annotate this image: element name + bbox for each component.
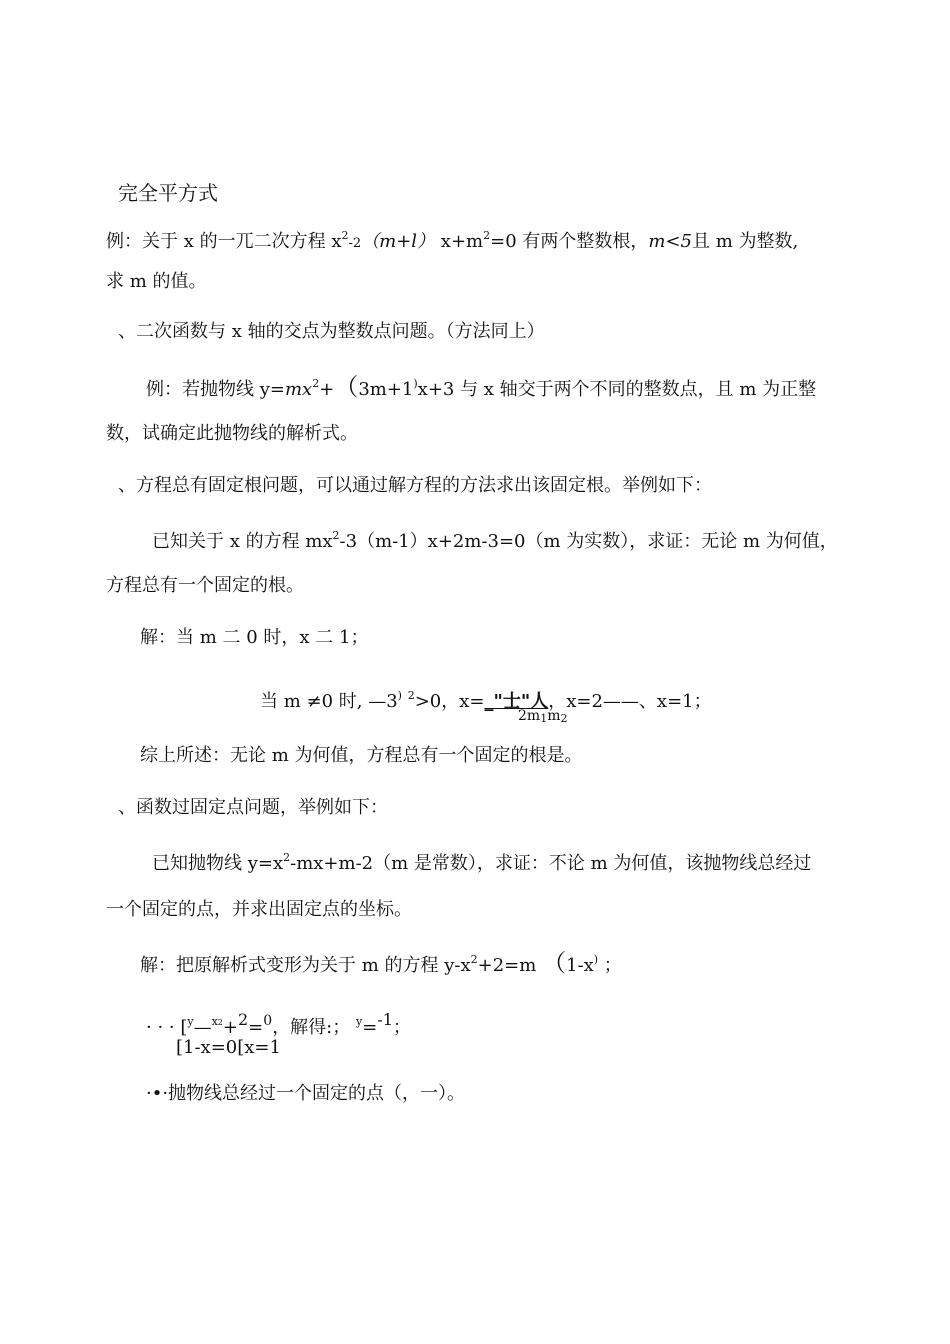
- section-4-heading: 、函数过固定点问题，举例如下：: [118, 797, 388, 818]
- example-3-line-1: 已知关于 x 的方程 $mx^2-3(m-1)x+2m-3=0(m$ 为实数），求证：无论 m 为何值，: [152, 529, 838, 552]
- solution-4-line-1: 解：把原解析式变形为关于 m 的方程 $y-x^2+2=m$ （1-x) ；: [140, 949, 622, 977]
- solution-4-final: ·•·抛物线总经过一个固定的点（，一）。: [146, 1083, 466, 1104]
- example-2-line-2: 数，试确定此抛物线的解析式。: [106, 423, 358, 444]
- example-1-line-1: 例：关于 x 的一兀二次方程 $x^2-2(m+l)$ $x+m^2=0$ 有两个整数根，m<5且 m 为整数,: [106, 229, 799, 252]
- solution-3-line-1: 解：当 m 二 0 时，x 二 1；: [140, 627, 369, 648]
- solution-4-system-line-1: · · · [$^y$—$^{x2}$+2=$^0$，解得:； $^y$=-1；: [146, 1010, 411, 1038]
- example-4-line-1: 已知抛物线 $y=x^2-mx+m-2(m$ 是常数），求证：不论 m 为何值，该抛物线总经过: [152, 851, 812, 874]
- example-2-line-1: 例：若抛物线 $y=mx^2+(3m+1^)x+3$ 与 x 轴交于两个不同的整数点，且 m 为正整: [146, 373, 817, 401]
- section-2-heading: 、二次函数与 x 轴的交点为整数点问题。（方法同上）: [118, 321, 545, 342]
- partial-heading: 完全平方式: [118, 181, 218, 202]
- solution-3-denominator: 2m1m2: [518, 708, 568, 725]
- example-3-line-2: 方程总有一个固定的根。: [106, 575, 304, 596]
- solution-3-line-2: 当 m ≠0 时, —3) $^2$>0，x=_"士"人，x=2——、x=1；: [260, 689, 712, 712]
- conclusion-3: 综上所述：无论 m 为何值，方程总有一个固定的根是。: [140, 745, 583, 766]
- section-3-heading: 、方程总有固定根问题，可以通过解方程的方法求出该固定根。举例如下：: [118, 475, 712, 496]
- solution-4-system-line-2: [1-x=0[x=1: [176, 1037, 281, 1058]
- example-1-line-2: 求 m 的值。: [106, 271, 207, 292]
- example-4-line-2: 一个固定的点，并求出固定点的坐标。: [106, 899, 412, 920]
